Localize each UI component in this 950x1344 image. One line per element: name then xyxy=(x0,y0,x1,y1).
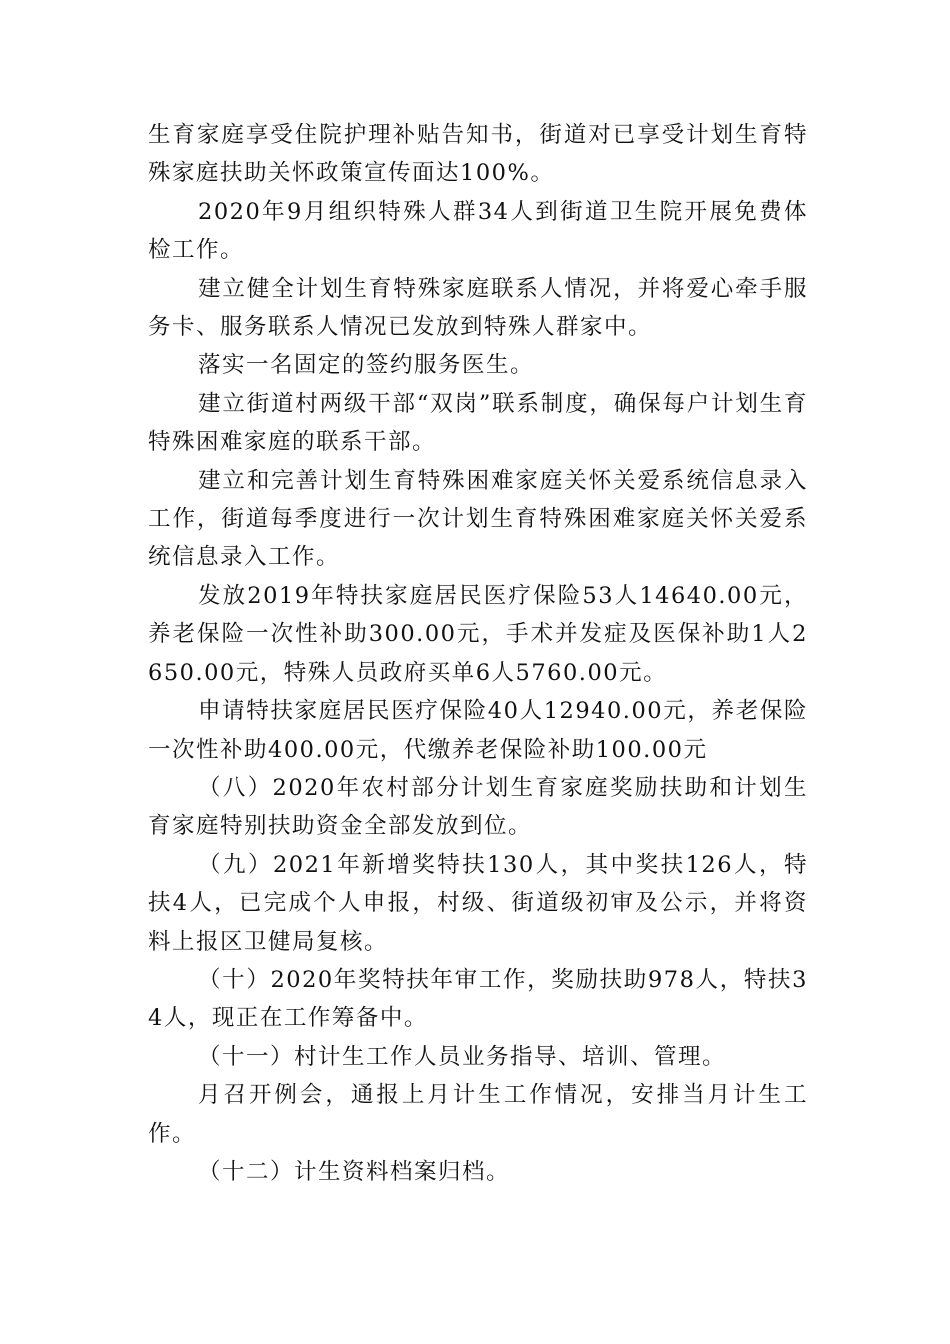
paragraph-9: （八）2020年农村部分计划生育家庭奖励扶助和计划生育家庭特别扶助资金全部发放到位。 xyxy=(148,774,808,840)
paragraph-10: （九）2021年新增奖特扶130人，其中奖扶126人，特扶4人，已完成个人申报，村级、街道级初审及公示，并将资料上报区卫健局复核。 xyxy=(148,851,808,955)
paragraph-8: 申请特扶家庭居民医疗保险40人12940.00元，养老保险一次性补助400.00元，代缴养老保险补助100.00元 xyxy=(148,698,808,763)
paragraph-3: 建立健全计划生育特殊家庭联系人情况，并将爱心牵手服务卡、服务联系人情况已发放到特殊人群家中。 xyxy=(148,275,808,341)
paragraph-11: （十）2020年奖特扶年审工作，奖励扶助978人，特扶34人，现正在工作筹备中。 xyxy=(148,966,808,1032)
paragraph-4: 落实一名固定的签约服务医生。 xyxy=(198,352,535,379)
paragraph-12: （十一）村计生工作人员业务指导、培训、管理。 xyxy=(198,1043,727,1070)
paragraph-14: （十二）计生资料档案归档。 xyxy=(198,1158,511,1185)
document-body xyxy=(148,116,808,1191)
paragraph-5: 建立街道村两级干部“双岗”联系制度，确保每户计划生育特殊困难家庭的联系干部。 xyxy=(148,390,808,456)
paragraph-7: 发放2019年特扶家庭居民医疗保险53人14640.00元，养老保险一次性补助300.00元，手术并发症及医保补助1人2650.00元，特殊人员政府买单6人5760.00元。 xyxy=(148,582,808,686)
paragraph-2: 2020年9月组织特殊人群34人到街道卫生院开展免费体检工作。 xyxy=(148,198,808,264)
paragraph-13: 月召开例会，通报上月计生工作情况，安排当月计生工作。 xyxy=(148,1082,808,1147)
paragraph-6: 建立和完善计划生育特殊困难家庭关怀关爱系统信息录入工作，街道每季度进行一次计划生育特殊困难家庭关怀关爱系统信息录入工作。 xyxy=(148,467,808,571)
paragraph-1: 生育家庭享受住院护理补贴告知书，街道对已享受计划生育特殊家庭扶助关怀政策宣传面达100%。 xyxy=(148,122,808,187)
